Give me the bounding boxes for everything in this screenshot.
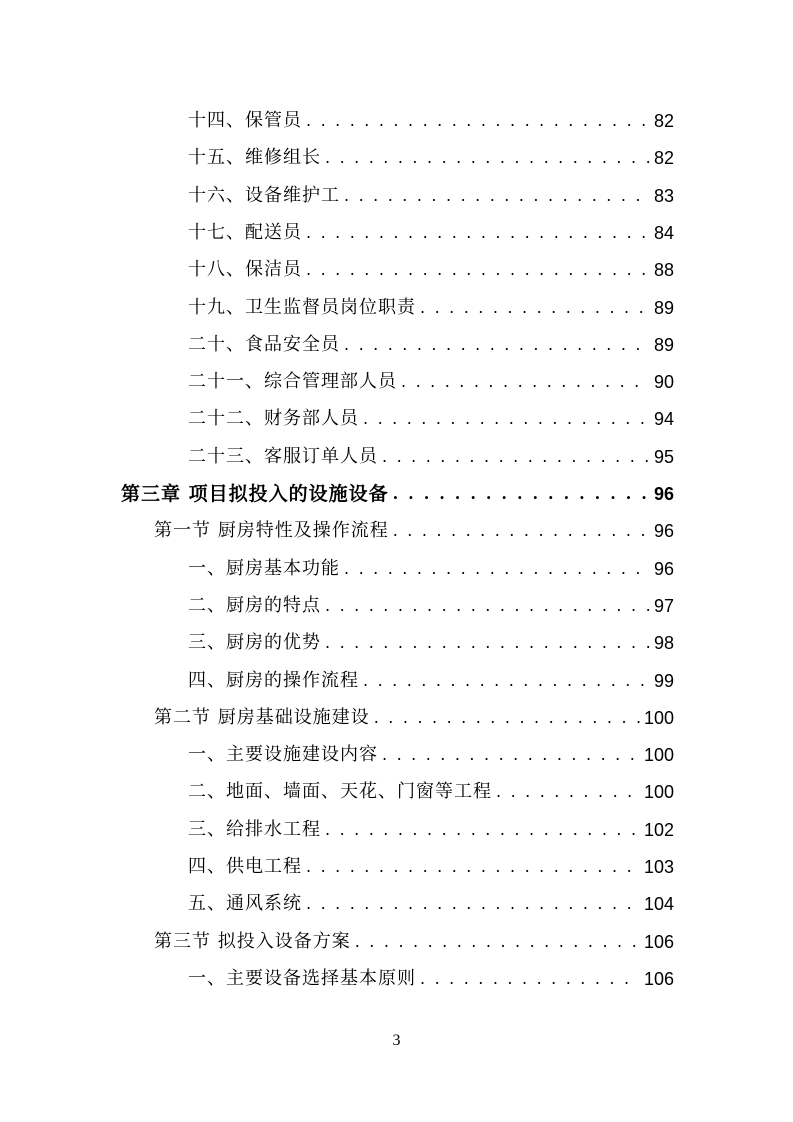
toc-entry[interactable] xyxy=(188,404,674,434)
toc-entry[interactable] xyxy=(188,367,674,397)
toc-entry[interactable] xyxy=(188,330,674,360)
toc-entry[interactable] xyxy=(188,181,674,211)
toc-entry-page-number: 82 xyxy=(653,148,674,169)
toc-dot-leader xyxy=(374,703,640,733)
toc-entry[interactable] xyxy=(154,703,674,733)
toc-entry-page-number: 96 xyxy=(653,484,674,504)
toc-entry-page-number: 100 xyxy=(643,707,674,728)
toc-entry[interactable] xyxy=(188,293,674,323)
toc-entry-title: 五、通风系统 xyxy=(188,893,302,915)
toc-entry-title: 二、地面、墙面、天花、门窗等工程 xyxy=(188,781,492,803)
toc-entry-title: 四、厨房的操作流程 xyxy=(188,669,359,691)
toc-entry-page-number: 96 xyxy=(653,558,674,579)
toc-entry-title: 一、主要设备选择基本原则 xyxy=(188,967,416,989)
toc-dot-leader xyxy=(363,404,650,434)
toc-entry[interactable] xyxy=(188,591,674,621)
toc-entry-page-number: 89 xyxy=(653,297,674,318)
toc-dot-leader xyxy=(363,666,650,696)
toc-entry[interactable] xyxy=(121,479,674,509)
toc-entry-page-number: 106 xyxy=(643,968,674,989)
toc-dot-leader xyxy=(393,516,650,546)
toc-entry-title: 二十一、综合管理部人员 xyxy=(188,371,397,393)
toc-entry-title: 十四、保管员 xyxy=(188,110,302,131)
toc-dot-leader xyxy=(306,889,640,919)
toc-entry-page-number: 100 xyxy=(643,745,674,766)
toc-entry-title: 十六、设备维护工 xyxy=(188,184,340,206)
toc-dot-leader xyxy=(344,554,650,584)
toc-entry-page-number: 98 xyxy=(653,633,674,654)
toc-entry-page-number: 106 xyxy=(643,931,674,952)
toc-entry[interactable] xyxy=(154,516,674,546)
toc-entry-title: 十五、维修组长 xyxy=(188,147,321,169)
toc-entry-page-number: 90 xyxy=(653,372,674,393)
toc-dot-leader xyxy=(382,442,650,472)
toc-entry-title: 二十、食品安全员 xyxy=(188,333,340,355)
toc-entry-title: 第三节 拟投入设备方案 xyxy=(154,930,351,952)
toc-entry-title: 第一节 厨房特性及操作流程 xyxy=(154,520,389,542)
toc-dot-leader xyxy=(401,367,650,397)
toc-entry[interactable] xyxy=(188,442,674,472)
page-number: 3 xyxy=(392,1032,401,1049)
toc-entry-title: 十七、配送员 xyxy=(188,221,302,243)
toc-entry-page-number: 99 xyxy=(653,670,674,691)
toc-dot-leader xyxy=(344,181,650,211)
toc-entry-title: 一、主要设施建设内容 xyxy=(188,744,378,766)
toc-entry[interactable] xyxy=(188,143,674,173)
toc-dot-leader xyxy=(393,479,650,509)
toc-entry[interactable] xyxy=(188,777,674,807)
toc-entry[interactable] xyxy=(188,255,674,285)
toc-entry[interactable] xyxy=(188,964,674,994)
toc-entry-page-number: 103 xyxy=(643,857,674,877)
toc-entry-title: 第三章 项目拟投入的设施设备 xyxy=(121,483,389,505)
toc-entry-title: 一、厨房基本功能 xyxy=(188,557,340,579)
toc-entry-page-number: 83 xyxy=(653,185,674,206)
toc-entry[interactable] xyxy=(188,666,674,696)
toc-entry-page-number: 104 xyxy=(643,894,674,915)
toc-entry[interactable] xyxy=(154,927,674,957)
toc-entry-title: 二十二、财务部人员 xyxy=(188,408,359,430)
toc-entry[interactable] xyxy=(188,815,674,845)
toc-entry-page-number: 102 xyxy=(643,819,674,840)
toc-entry-title: 二十三、客服订单人员 xyxy=(188,445,378,467)
toc-dot-leader xyxy=(306,852,640,882)
toc-entry-title: 十八、保洁员 xyxy=(188,259,302,281)
toc-entry-title: 二、厨房的特点 xyxy=(188,594,321,616)
toc-dot-leader xyxy=(325,815,640,845)
toc-dot-leader xyxy=(306,106,650,136)
toc-entry[interactable] xyxy=(188,554,674,584)
toc-entry-title: 四、供电工程 xyxy=(188,856,302,877)
toc-entry-page-number: 95 xyxy=(653,446,674,467)
toc-entry-page-number: 97 xyxy=(653,595,674,616)
toc-dot-leader xyxy=(420,964,640,994)
toc-entry[interactable] xyxy=(188,218,674,248)
toc-entry-title: 十九、卫生监督员岗位职责 xyxy=(188,296,416,318)
toc-entry-page-number: 82 xyxy=(653,111,674,131)
toc-entry-title: 第二节 厨房基础设施建设 xyxy=(154,706,370,728)
toc-dot-leader xyxy=(382,740,640,770)
toc-entry-title: 三、厨房的优势 xyxy=(188,632,321,654)
toc-dot-leader xyxy=(306,218,650,248)
toc-dot-leader xyxy=(344,330,650,360)
toc-entry-page-number: 100 xyxy=(643,782,674,803)
toc-dot-leader xyxy=(420,293,650,323)
toc-dot-leader xyxy=(325,628,650,658)
toc-dot-leader xyxy=(496,777,640,807)
toc-entry-page-number: 96 xyxy=(653,521,674,542)
toc-entry-page-number: 88 xyxy=(653,260,674,281)
toc-dot-leader xyxy=(325,143,650,173)
toc-entry-page-number: 84 xyxy=(653,222,674,243)
toc-entry-page-number: 89 xyxy=(653,334,674,355)
toc-entry-title: 三、给排水工程 xyxy=(188,818,321,840)
toc-entry[interactable] xyxy=(188,852,674,882)
toc-entry[interactable] xyxy=(188,740,674,770)
toc-entry[interactable] xyxy=(188,628,674,658)
toc-dot-leader xyxy=(355,927,640,957)
toc-entry-page-number: 94 xyxy=(653,409,674,430)
toc-dot-leader xyxy=(325,591,650,621)
toc-entry[interactable] xyxy=(188,106,674,136)
toc-entry[interactable] xyxy=(188,889,674,919)
toc-dot-leader xyxy=(306,255,650,285)
